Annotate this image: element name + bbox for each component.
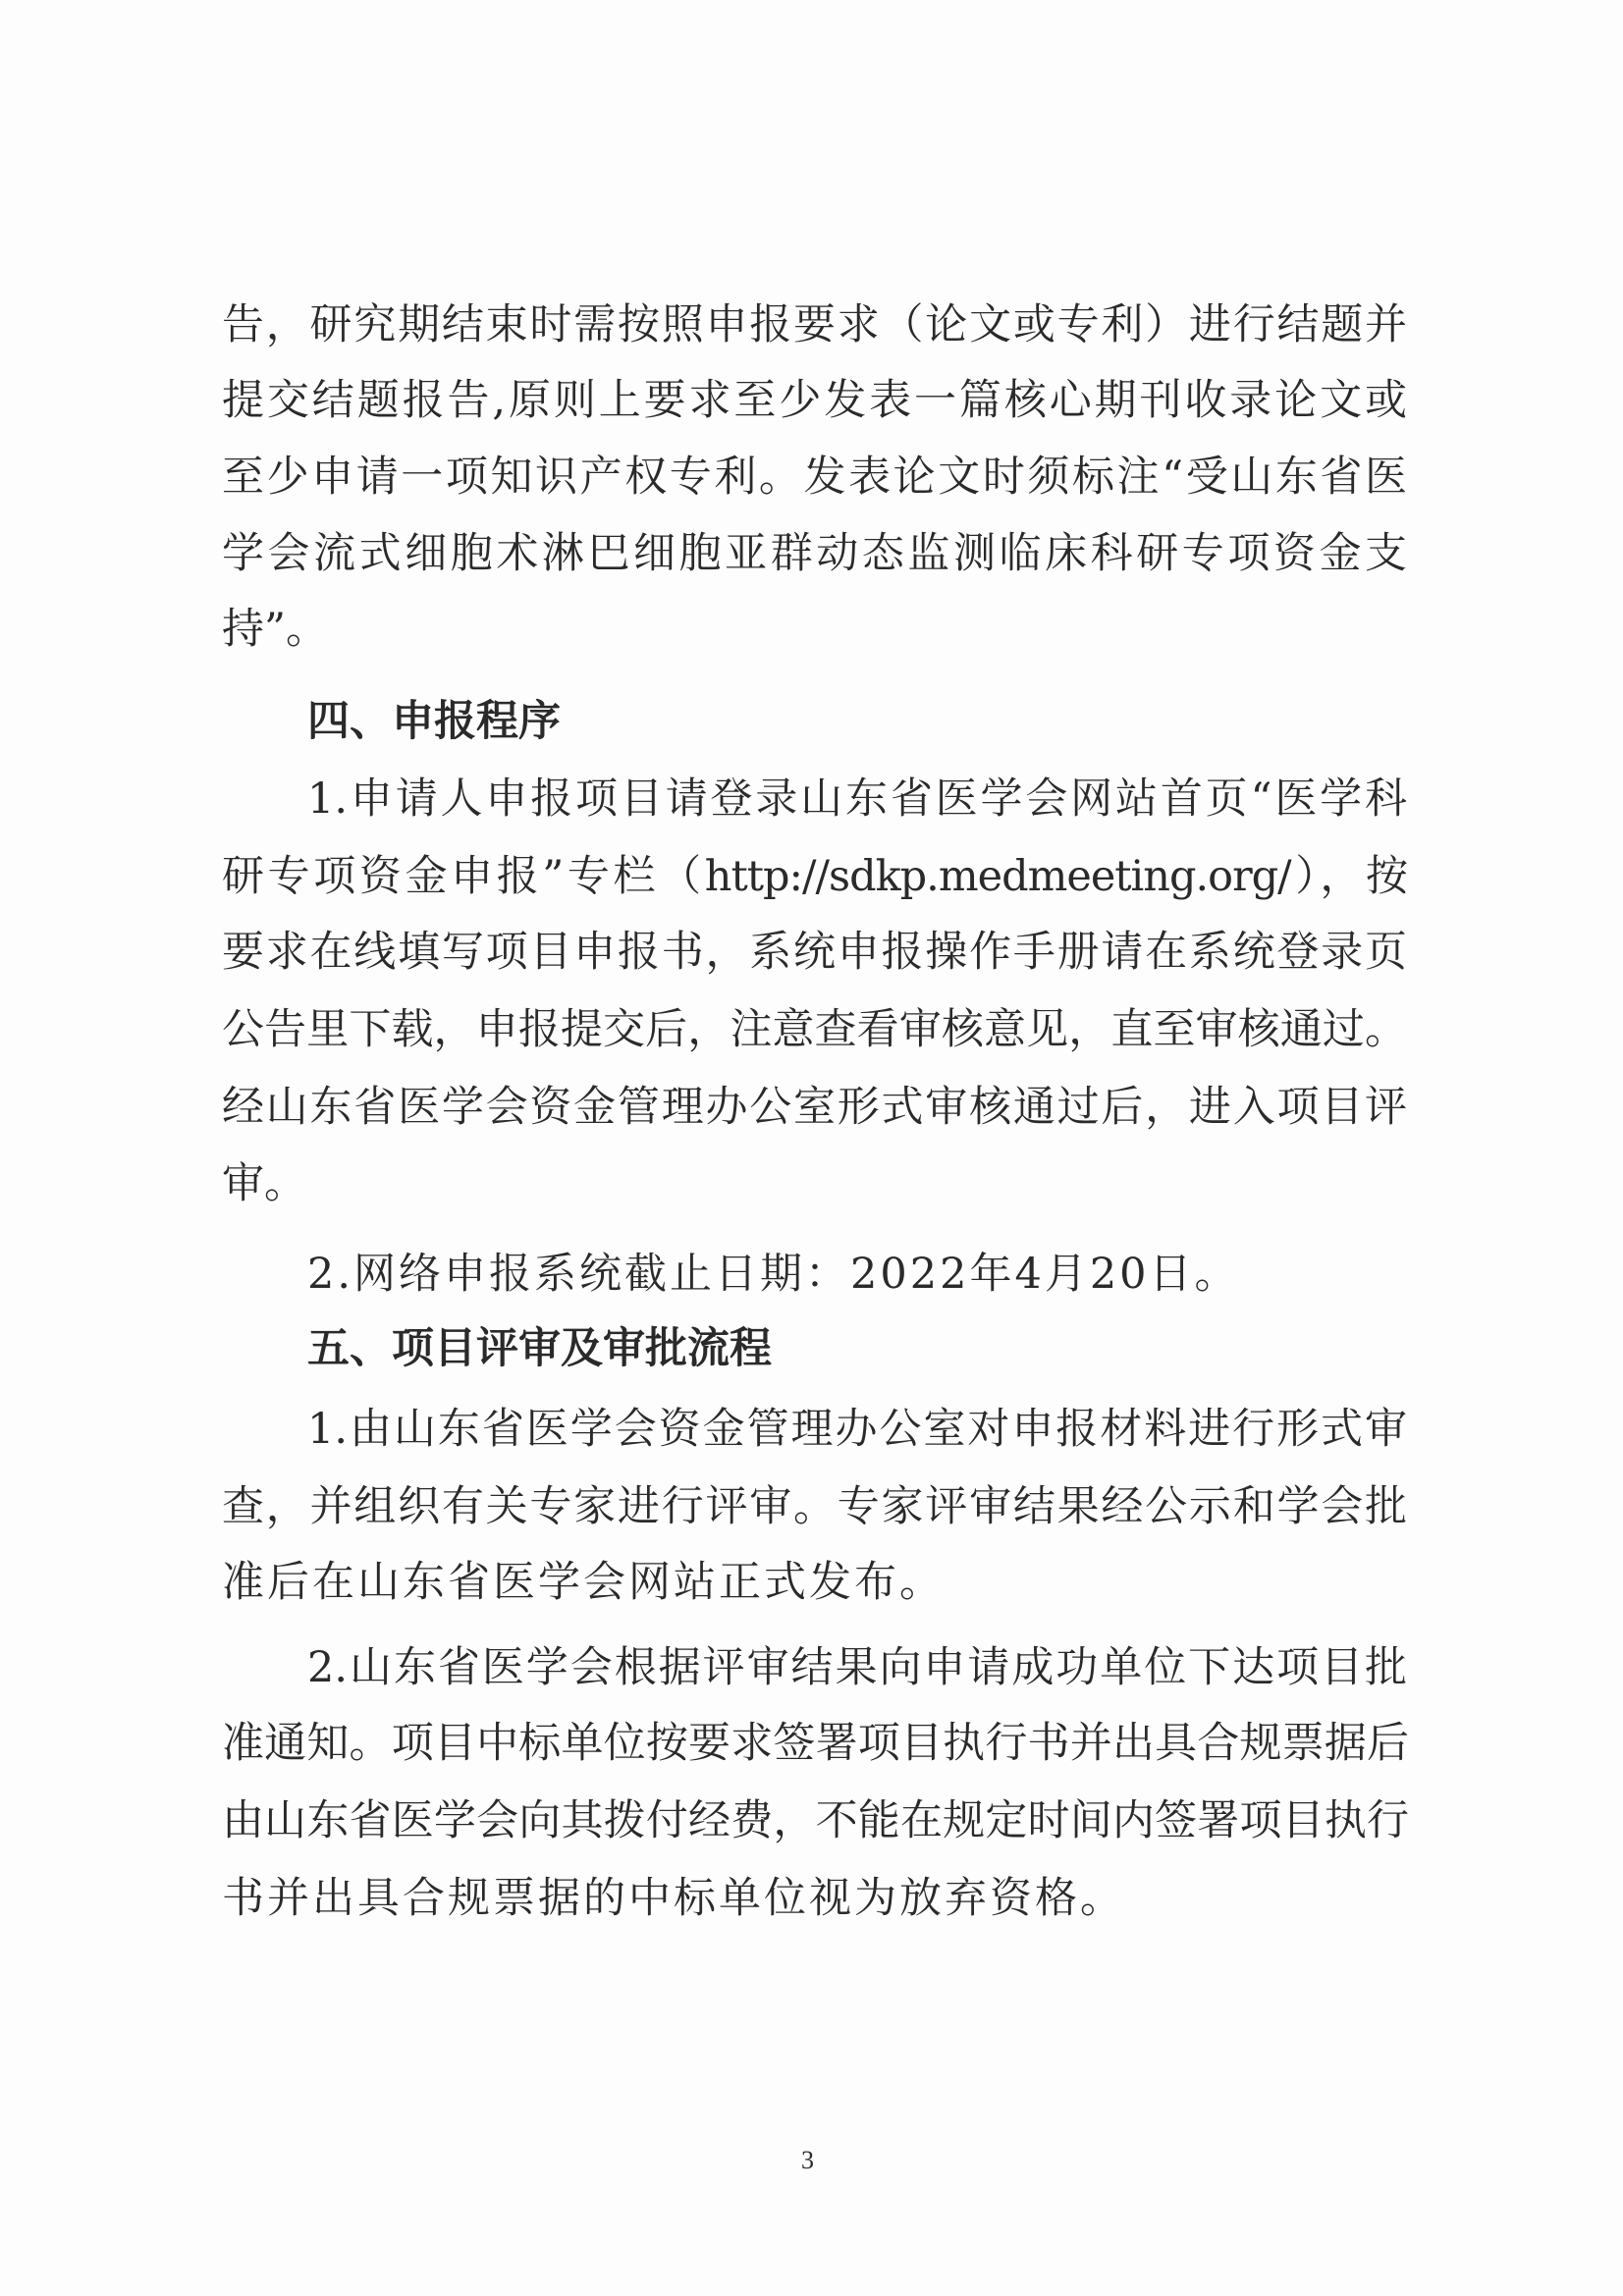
paragraph-line: 1.由山东省医学会资金管理办公室对申报材料进行形式审 [307,1405,1407,1454]
paragraph-line: 审。 [222,1159,306,1208]
section-heading-4: 四、申报程序 [307,697,561,746]
paragraph-line: 公告里下载，申报提交后，注意查看审核意见，直至审核通过。 [222,1005,1407,1054]
paragraph-line: 2.网络申报系统截止日期：2022年4月20日。 [307,1250,1240,1299]
paragraph-line: 2.山东省医学会根据评审结果向申请成功单位下达项目批 [307,1643,1407,1692]
page-number: 3 [801,2146,814,2174]
paragraph-line: 持”。 [222,605,328,654]
paragraph-line: 提交结题报告,原则上要求至少发表一篇核心期刊收录论文或 [222,376,1407,425]
paragraph-line: 准通知。项目中标单位按要求签署项目执行书并出具合规票据后 [222,1719,1407,1768]
paragraph-line: 由山东省医学会向其拨付经费，不能在规定时间内签署项目执行 [222,1796,1407,1845]
paragraph-line: 至少申请一项知识产权专利。发表论文时须标注“受山东省医 [222,453,1407,502]
paragraph-line: 准后在山东省医学会网站正式发布。 [222,1558,945,1607]
paragraph-line: 1.申请人申报项目请登录山东省医学会网站首页“医学科 [307,774,1407,824]
paragraph-line: 研专项资金申报”专栏（http://sdkp.medmeeting.org/），按 [222,852,1407,901]
paragraph-line: 经山东省医学会资金管理办公室形式审核通过后，进入项目评 [222,1083,1407,1132]
paragraph-line: 学会流式细胞术淋巴细胞亚群动态监测临床科研专项资金支 [222,529,1407,578]
paragraph-line: 书并出具合规票据的中标单位视为放弃资格。 [222,1874,1125,1923]
paragraph-line: 查，并组织有关专家进行评审。专家评审结果经公示和学会批 [222,1482,1407,1531]
paragraph-line: 要求在线填写项目申报书，系统申报操作手册请在系统登录页 [222,928,1407,977]
section-heading-5: 五、项目评审及审批流程 [307,1324,772,1373]
paragraph-line: 告，研究期结束时需按照申报要求（论文或专利）进行结题并 [222,300,1407,349]
